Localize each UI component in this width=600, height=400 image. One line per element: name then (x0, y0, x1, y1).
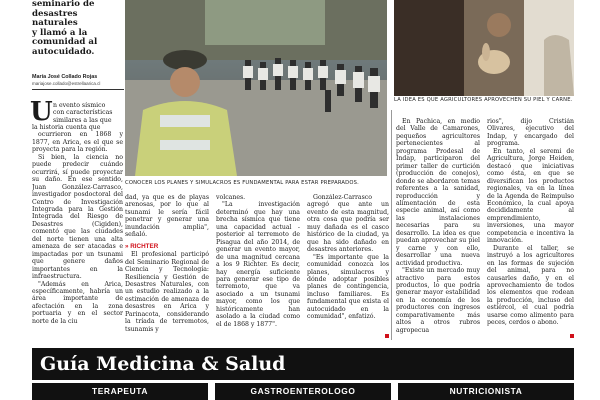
rabbit-photo-caption: LA IDEA ES QUE AGRICULTORES APROVECHEN SU PIEL Y CARNE. (394, 97, 573, 103)
guide-banner (32, 348, 574, 380)
column-2: dad, ya que es de playas arenosas, por lo que al tsunami le sería fácil penetrar y generar una inundación amplia", señaló. » RICHTER El profesional participó del Seminario Regional de Ciencia y Tecnología: Resiliencia y Gestión de Desastres Naturales, con un estudio realizado a la estimación de amenaza de desastres en Arica y Parinacota, considerando la tríada de terremotos, tsunamis y (125, 194, 209, 333)
column-3: volcanes. "La investigación determinó que hay una brecha sísmica que tiene una capacidad actual -posterior al terremoto de Pisagua del año 2014, de generar un evento mayor, de una magnitud cercana a los 9 Richter. Es decir, hay energía suficiente para generar ese tipo de terremoto, que va asociado a un tsunami mayor, como los que históricamente han asolado a la ciudad como el de 1868 y 1877". (216, 194, 300, 328)
category-gastroenterologo[interactable]: GASTROENTEROLOGO (215, 383, 391, 400)
category-terapeuta[interactable]: TERAPEUTA (32, 383, 208, 400)
guide-categories (32, 383, 574, 400)
column-4: González-Carrasco agregó que ante un evento de esta magnitud, otra cosa que podría ser muy dañada es el casco histórico de la ciudad, ya que ha sido dañado en desastres anteriores. "Es importante que la comunidad conozca los planes, simulacros y dónde adoptar posibles planes de contingencia, incluso familiares. Es fundamental que exista el autocuidado en la comunidad", enfatizó. (307, 194, 389, 340)
column-6: rios", dijo Cristián Olivares, ejecutivo del Indap, y encargado del programa. En tanto, el seremi de Agricultura, Jorge Heiden, destacó que iniciativas como ésta, en que se diversifican los productos regionales, va en la línea de la Agenda de Reimpulso Económico, la cual apoya decididamente al emprendimiento, inversiones, una mayor competencia e incentiva la innovación. Durante el taller, se instruyó a los agricultores en las formas de sujeción del animal, para no causarles daño, y en el aprovechamiento de todos los elementos que rodean la producción, incluso del estiércol, el cual podría usarse como alimento para peces, cerdos o abono. (487, 118, 574, 340)
column-rule (391, 110, 392, 340)
end-mark (385, 334, 389, 338)
byline-rule (32, 89, 124, 90)
end-mark (570, 334, 574, 338)
people-street-photo (125, 0, 387, 176)
main-photo (125, 0, 387, 176)
richter-subhead: » RICHTER (125, 242, 159, 250)
guide-title: Guía Medicina & Salud (40, 353, 286, 375)
column-1-body: la historia cuenta que ocurrieron en 1868 y 1877, en Arica, es el que se proyecta para la región. Si bien, la ciencia no puede predecir cuándo ocurrirá, sí puede proyectar su daño. En ese sentido, Juan González-Carrasco, investigador posdoctoral del Centro de Investigación Integrada para la Gestión Integrada del Riesgo de Desastres (Cigiden), comentó que las ciudades del norte tienen una alta amenaza de ser atacadas e impactadas por un tsunami que genere daños importantes en la infraestructura. "Además en Arica, específicamente, habría un área importante de afectación en la zona portuaria y en el sector norte de la ciu (32, 124, 123, 325)
byline (32, 74, 124, 90)
dropcap: U (30, 97, 53, 127)
headline-fragment: seminario de desastres naturales y llamó a la comunidad al autocuidado. (32, 0, 98, 57)
byline-name: María José Collado Rojas (32, 74, 98, 80)
farmers-rabbit-photo (394, 0, 574, 96)
rabbit-photo (394, 0, 574, 96)
column-1-lead: n evento sísmico con características similares a las que (53, 102, 113, 124)
category-nutricionista[interactable]: NUTRICIONISTA (398, 383, 574, 400)
byline-email[interactable]: mariajose.collado@estrellaarica.cl (32, 81, 101, 86)
column-5: En Pachica, en medio del Valle de Camarones, pequeños agricultores pertenecientes al programa Prodesal de Indap, participaron del primer taller de curtición (producción de conejos), donde se abordaron temas referentes a la sanidad, reproducción y alimentación de esta especie animal, así como las instalaciones necesarias para su desarrollo. La idea es que puedan aprovechar su piel y carne y con ello, desarrollar una nueva actividad productiva. "Existe un mercado muy atractivo para estos productos, lo que podría generar mayor estabilidad en la economía de los productores con ingresos comparativamente más altos a otros rubros agropecua (396, 118, 480, 334)
main-photo-caption: CONOCER LOS PLANES Y SIMULACROS ES FUNDAMENTAL PARA ESTAR PREPARADOS. (125, 180, 359, 186)
